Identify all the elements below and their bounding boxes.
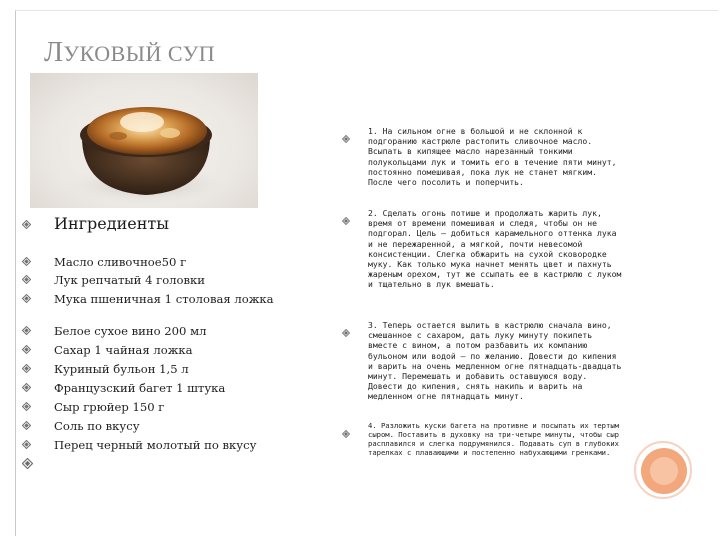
soup-photo	[30, 73, 258, 208]
step-4: 4. Разложить куски багета на противне и посыпать их тертым сыром. Поставить в духовку на три-четыре минуты, чтобы сыр расплавился и слегка подрумянился. Подавать суп в глубоких тарелках с плавающими и постепенно набухающими гренками.	[368, 421, 619, 458]
list-item: Белое сухое вино 200 мл	[54, 324, 207, 338]
page-title	[44, 37, 215, 69]
list-item: Соль по вкусу	[54, 419, 140, 433]
list-bullet-icon	[22, 402, 31, 411]
list-item: Куриный бульон 1,5 л	[54, 362, 189, 376]
list-item: Мука пшеничная 1 столовая ложка	[54, 292, 274, 306]
list-item: Перец черный молотый по вкусу	[54, 438, 257, 452]
title-first-letter: Л	[44, 37, 64, 68]
list-item: Сахар 1 чайная ложка	[54, 343, 193, 357]
list-item: Лук репчатый 4 головки	[54, 273, 206, 287]
title-rest: УКОВЫЙ СУП	[63, 41, 216, 66]
list-bullet-icon	[22, 440, 31, 449]
step-bullet-icon	[342, 210, 350, 218]
list-item: Французский багет 1 штука	[54, 381, 226, 395]
ingredients-heading-bullet-icon	[22, 220, 31, 229]
ingredients-heading: Ингредиенты	[54, 214, 169, 233]
list-bullet-icon	[22, 275, 31, 284]
list-bullet-icon	[22, 421, 31, 430]
step-bullet-icon	[342, 423, 350, 431]
list-bullet-icon	[22, 364, 31, 373]
step-bullet-icon	[342, 322, 350, 330]
list-bullet-icon	[22, 383, 31, 392]
step-bullet-icon	[342, 128, 350, 136]
list-item: Сыр грюйер 150 г	[54, 400, 165, 414]
list-item: Масло сливочное50 г	[54, 255, 187, 269]
empty-bullet-icon	[22, 458, 33, 469]
onion-soup-pot-icon	[30, 73, 258, 208]
step-3: 3. Теперь остается вылить в кастрюлю сначала вино, смешанное с сахаром, дать луку минуту покипеть вместе с вином, а потом разбавить их компанию бульоном или водой — по желанию. Довести до кипения и варить на очень медленном огне пятнадцать-двадцать минут. Перемешать и добавить оставшуюся воду. Довести до кипения, снять накипь и варить на медленном огне пятнадцать минут.	[368, 320, 622, 402]
step-1: 1. На сильном огне в большой и не склонной к подгоранию кастрюле растопить сливочное масло. Всыпать в кипящее масло нарезанный тонкими полукольцами лук и томить его в течение пяти минут, постоянно помешивая, пока лук не станет мягким. После чего посолить и поперчить.	[368, 126, 617, 188]
step-2: 2. Сделать огонь потише и продолжать жарить лук, время от времени помешивая и следя, чтобы он не подгорал. Цель — добиться карамельного оттенка лука и не пережаренной, а мягкой, почти невесомой консистенции. Слегка обжарить на сухой сковородке муку. Как только мука начнет менять цвет и пахнуть жареным орехом, тут же ссыпать ее в кастрюлю с луком и тщательно в лук вмешать.	[368, 208, 622, 290]
list-bullet-icon	[22, 257, 31, 266]
list-bullet-icon	[22, 345, 31, 354]
list-bullet-icon	[22, 294, 31, 303]
list-bullet-icon	[22, 326, 31, 335]
decorative-circle-icon	[641, 448, 687, 494]
